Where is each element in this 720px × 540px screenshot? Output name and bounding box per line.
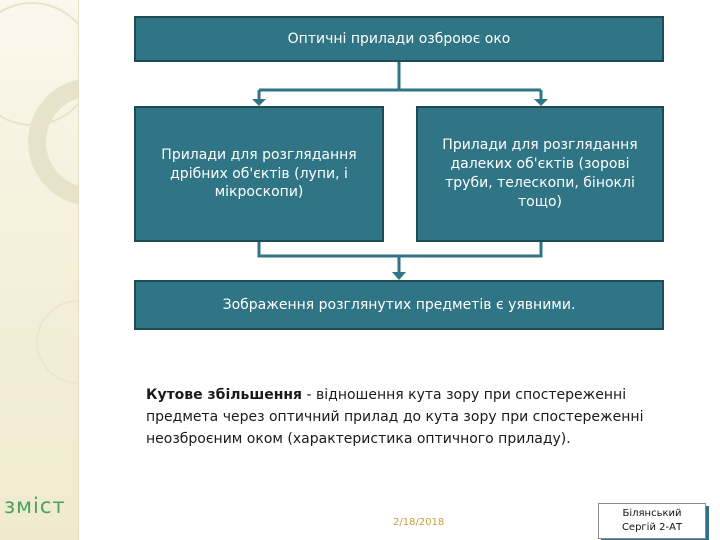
connector-bottom-merge (259, 242, 541, 274)
contents-link[interactable]: зміст (4, 494, 66, 518)
top-box (134, 16, 664, 62)
right-box-label: Прилади для розглядання далеких об'єктів (зорові труби, телескопи, біноклі тощо) (442, 137, 638, 210)
right-box (416, 106, 664, 242)
top-box-label: Оптичні прилади озброює око (287, 30, 511, 47)
author-box (598, 503, 706, 539)
arrow-left-box (252, 99, 266, 106)
definition-text (146, 384, 666, 450)
connector-top-split (259, 62, 541, 101)
definition-term: Кутове збільшення (146, 387, 303, 403)
slide-date: 2/18/2018 (393, 517, 445, 528)
left-box-label: Прилади для розглядання дрібних об'єктів (лупи, і мікроскопи) (161, 146, 357, 201)
author-name: Білянський (622, 508, 682, 519)
definition-body: - відношення кута зору при спостереженні предмета через оптичний прилад до кута зору при спостереженні неозброєним оком (характеристика оптичного приладу). (146, 387, 644, 447)
arrow-right-box (534, 99, 548, 106)
bottom-box-label: Зображення розглянутих предметів є уявними. (222, 296, 576, 313)
arrow-bottom-box (392, 272, 406, 280)
author-group: Сергій 2-АТ (621, 522, 683, 533)
left-box (134, 106, 384, 242)
bottom-box (134, 280, 664, 330)
